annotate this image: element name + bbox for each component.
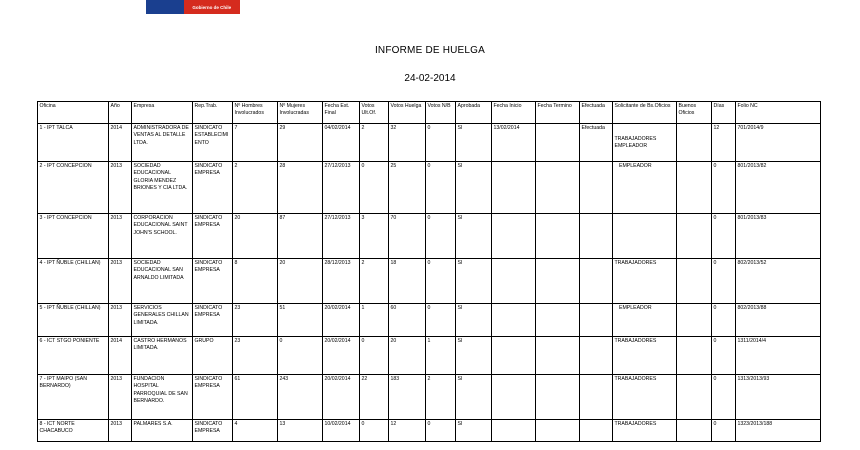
cell-folio: 802/2013/52 bbox=[736, 259, 821, 304]
cell-empresa: SOCIEDAD EDUCACIONAL SAN ARNALDO LIMITADA bbox=[132, 259, 193, 304]
cell-fecha-termino bbox=[536, 337, 580, 375]
col-header-fecha-inicio: Fecha Inicio bbox=[492, 102, 536, 124]
table-row bbox=[38, 124, 821, 162]
cell-fecha-inicio bbox=[492, 259, 536, 304]
cell-anio: 2013 bbox=[109, 214, 132, 259]
cell-votos-ult: 0 bbox=[360, 162, 389, 214]
cell-anio: 2013 bbox=[109, 162, 132, 214]
col-header-anio: Año bbox=[109, 102, 132, 124]
col-header-votos-huelga: Votos Huelga bbox=[389, 102, 426, 124]
cell-fecha-final: 10/02/2014 bbox=[323, 420, 360, 442]
cell-mujeres: 51 bbox=[278, 304, 323, 337]
cell-rep: SINDICATO EMPRESA bbox=[193, 304, 233, 337]
cell-dias: 0 bbox=[712, 304, 736, 337]
cell-solicitante: TRABAJADORES EMPLEADOR bbox=[613, 124, 677, 162]
cell-aprobada: SI bbox=[456, 375, 492, 420]
cell-fecha-final: 20/02/2014 bbox=[323, 304, 360, 337]
col-header-buenos-oficios: Buenos Oficios bbox=[677, 102, 712, 124]
cell-rep: SINDICATO EMPRESA bbox=[193, 259, 233, 304]
cell-folio: 701/2014/9 bbox=[736, 124, 821, 162]
col-header-empresa: Empresa bbox=[132, 102, 193, 124]
cell-fecha-termino bbox=[536, 259, 580, 304]
cell-votos-ult: 22 bbox=[360, 375, 389, 420]
cell-votos-huelga: 18 bbox=[389, 259, 426, 304]
cell-efectuada bbox=[580, 214, 613, 259]
cell-fecha-inicio: 13/02/2014 bbox=[492, 124, 536, 162]
cell-votos-ult: 2 bbox=[360, 124, 389, 162]
cell-dias: 0 bbox=[712, 214, 736, 259]
cell-votos-huelga: 60 bbox=[389, 304, 426, 337]
cell-buenos-oficios bbox=[677, 162, 712, 214]
cell-efectuada bbox=[580, 162, 613, 214]
cell-fecha-final: 20/02/2014 bbox=[323, 375, 360, 420]
cell-efectuada bbox=[580, 337, 613, 375]
cell-aprobada: SI bbox=[456, 214, 492, 259]
col-header-mujeres: Nº Mujeres Involucradas bbox=[278, 102, 323, 124]
cell-dias: 0 bbox=[712, 162, 736, 214]
cell-votos-nb: 0 bbox=[426, 162, 456, 214]
cell-hombres: 23 bbox=[233, 304, 278, 337]
table-row bbox=[38, 304, 821, 337]
cell-dias: 12 bbox=[712, 124, 736, 162]
strike-report-table bbox=[37, 101, 821, 442]
cell-solicitante: EMPLEADOR bbox=[613, 162, 677, 214]
cell-fecha-final: 27/12/2013 bbox=[323, 162, 360, 214]
cell-fecha-inicio bbox=[492, 304, 536, 337]
cell-efectuada: Efectuada bbox=[580, 124, 613, 162]
cell-votos-nb: 0 bbox=[426, 214, 456, 259]
cell-oficina: 8 - ICT NORTE CHACABUCO bbox=[38, 420, 109, 442]
cell-empresa: PALMARES S.A. bbox=[132, 420, 193, 442]
cell-empresa: FUNDACION HOSPITAL PARROQUIAL DE SAN BERNARDO. bbox=[132, 375, 193, 420]
cell-aprobada: SI bbox=[456, 162, 492, 214]
cell-rep: SINDICATO EMPRESA bbox=[193, 162, 233, 214]
cell-dias: 0 bbox=[712, 375, 736, 420]
cell-aprobada: SI bbox=[456, 259, 492, 304]
cell-efectuada bbox=[580, 259, 613, 304]
cell-hombres: 8 bbox=[233, 259, 278, 304]
cell-oficina: 1 - IPT TALCA bbox=[38, 124, 109, 162]
cell-votos-nb: 1 bbox=[426, 337, 456, 375]
cell-anio: 2013 bbox=[109, 304, 132, 337]
cell-aprobada: SI bbox=[456, 124, 492, 162]
cell-votos-ult: 0 bbox=[360, 420, 389, 442]
cell-efectuada bbox=[580, 420, 613, 442]
table-header-row bbox=[38, 102, 821, 124]
cell-anio: 2013 bbox=[109, 259, 132, 304]
cell-hombres: 61 bbox=[233, 375, 278, 420]
cell-votos-ult: 0 bbox=[360, 337, 389, 375]
cell-fecha-final: 20/02/2014 bbox=[323, 337, 360, 375]
table-row bbox=[38, 337, 821, 375]
cell-rep: SINDICATO ESTABLECIMIENTO bbox=[193, 124, 233, 162]
cell-folio: 1313/2013/93 bbox=[736, 375, 821, 420]
cell-hombres: 20 bbox=[233, 214, 278, 259]
logo-text: Gobierno de Chile bbox=[192, 5, 232, 10]
col-header-efectuada: Efectuada bbox=[580, 102, 613, 124]
cell-fecha-inicio bbox=[492, 162, 536, 214]
cell-oficina: 3 - IPT CONCEPCION bbox=[38, 214, 109, 259]
cell-solicitante: TRABAJADORES bbox=[613, 259, 677, 304]
logo-blue-block bbox=[146, 0, 184, 14]
report-date: 24-02-2014 bbox=[404, 73, 456, 84]
cell-fecha-termino bbox=[536, 420, 580, 442]
cell-solicitante: TRABAJADORES bbox=[613, 375, 677, 420]
table-body bbox=[38, 124, 821, 442]
cell-votos-nb: 0 bbox=[426, 124, 456, 162]
cell-votos-ult: 2 bbox=[360, 259, 389, 304]
cell-fecha-termino bbox=[536, 304, 580, 337]
cell-efectuada bbox=[580, 375, 613, 420]
table-row bbox=[38, 375, 821, 420]
cell-dias: 0 bbox=[712, 337, 736, 375]
cell-oficina: 5 - IPT ÑUBLE (CHILLAN) bbox=[38, 304, 109, 337]
cell-folio: 802/2013/88 bbox=[736, 304, 821, 337]
cell-mujeres: 0 bbox=[278, 337, 323, 375]
cell-empresa: CORPORACION EDUCACIONAL SAINT JOHN'S SCHOOL. bbox=[132, 214, 193, 259]
cell-fecha-final: 27/12/2013 bbox=[323, 214, 360, 259]
cell-buenos-oficios bbox=[677, 304, 712, 337]
cell-votos-huelga: 20 bbox=[389, 337, 426, 375]
table-row bbox=[38, 420, 821, 442]
col-header-hombres: Nº Hombres Involucrados bbox=[233, 102, 278, 124]
report-title: INFORME DE HUELGA bbox=[374, 45, 486, 56]
cell-fecha-final: 28/12/2013 bbox=[323, 259, 360, 304]
cell-oficina: 6 - ICT STGO PONIENTE bbox=[38, 337, 109, 375]
cell-hombres: 23 bbox=[233, 337, 278, 375]
cell-empresa: SOCIEDAD EDUCACIONAL GLORIA MENDEZ BRIONES Y CIA LTDA. bbox=[132, 162, 193, 214]
cell-fecha-inicio bbox=[492, 375, 536, 420]
cell-mujeres: 20 bbox=[278, 259, 323, 304]
cell-votos-huelga: 12 bbox=[389, 420, 426, 442]
cell-hombres: 7 bbox=[233, 124, 278, 162]
col-header-oficina: Oficina bbox=[38, 102, 109, 124]
cell-oficina: 4 - IPT ÑUBLE (CHILLAN) bbox=[38, 259, 109, 304]
col-header-votos-nb: Votos N/B bbox=[426, 102, 456, 124]
cell-votos-nb: 0 bbox=[426, 259, 456, 304]
cell-aprobada: SI bbox=[456, 304, 492, 337]
cell-votos-ult: 1 bbox=[360, 304, 389, 337]
cell-aprobada: SI bbox=[456, 337, 492, 375]
cell-fecha-inicio bbox=[492, 337, 536, 375]
col-header-votos-ult: Votos Ult.Of. bbox=[360, 102, 389, 124]
cell-votos-huelga: 25 bbox=[389, 162, 426, 214]
gobierno-de-chile-logo bbox=[146, 0, 240, 14]
col-header-rep-trab: Rep.Trab. bbox=[193, 102, 233, 124]
cell-hombres: 4 bbox=[233, 420, 278, 442]
cell-oficina: 7 - IPT MAIPO (SAN BERNARDO) bbox=[38, 375, 109, 420]
cell-buenos-oficios bbox=[677, 214, 712, 259]
cell-votos-nb: 2 bbox=[426, 375, 456, 420]
cell-votos-ult: 3 bbox=[360, 214, 389, 259]
cell-fecha-termino bbox=[536, 375, 580, 420]
cell-fecha-termino bbox=[536, 162, 580, 214]
col-header-dias: Días bbox=[712, 102, 736, 124]
col-header-solicitante: Solicitante de Bs.Oficios bbox=[613, 102, 677, 124]
cell-mujeres: 87 bbox=[278, 214, 323, 259]
cell-buenos-oficios bbox=[677, 259, 712, 304]
cell-folio: 1323/2013/188 bbox=[736, 420, 821, 442]
cell-buenos-oficios bbox=[677, 375, 712, 420]
cell-fecha-inicio bbox=[492, 214, 536, 259]
cell-anio: 2014 bbox=[109, 124, 132, 162]
cell-rep: SINDICATO EMPRESA bbox=[193, 375, 233, 420]
cell-folio: 1311/2014/4 bbox=[736, 337, 821, 375]
col-header-fecha-termino: Fecha Termino bbox=[536, 102, 580, 124]
cell-solicitante: EMPLEADOR bbox=[613, 304, 677, 337]
cell-dias: 0 bbox=[712, 420, 736, 442]
cell-solicitante: TRABAJADORES bbox=[613, 337, 677, 375]
cell-fecha-final: 04/02/2014 bbox=[323, 124, 360, 162]
cell-folio: 801/2013/83 bbox=[736, 214, 821, 259]
cell-fecha-inicio bbox=[492, 420, 536, 442]
cell-buenos-oficios bbox=[677, 337, 712, 375]
cell-anio: 2014 bbox=[109, 337, 132, 375]
col-header-fecha-final: Fecha Est. Final bbox=[323, 102, 360, 124]
cell-mujeres: 28 bbox=[278, 162, 323, 214]
cell-votos-nb: 0 bbox=[426, 420, 456, 442]
table-row bbox=[38, 259, 821, 304]
cell-mujeres: 13 bbox=[278, 420, 323, 442]
cell-rep: GRUPO bbox=[193, 337, 233, 375]
col-header-aprobada: Aprobada bbox=[456, 102, 492, 124]
cell-rep: SINDICATO EMPRESA bbox=[193, 214, 233, 259]
cell-votos-huelga: 183 bbox=[389, 375, 426, 420]
cell-votos-huelga: 32 bbox=[389, 124, 426, 162]
col-header-folio: Folio NC bbox=[736, 102, 821, 124]
cell-votos-nb: 0 bbox=[426, 304, 456, 337]
cell-folio: 801/2013/82 bbox=[736, 162, 821, 214]
cell-anio: 2013 bbox=[109, 420, 132, 442]
cell-solicitante: TRABAJADORES bbox=[613, 420, 677, 442]
cell-oficina: 2 - IPT CONCEPCION bbox=[38, 162, 109, 214]
cell-anio: 2013 bbox=[109, 375, 132, 420]
cell-empresa: CASTRO HERMANOS LIMITADA. bbox=[132, 337, 193, 375]
table-row bbox=[38, 162, 821, 214]
cell-solicitante bbox=[613, 214, 677, 259]
cell-efectuada bbox=[580, 304, 613, 337]
cell-rep: SINDICATO EMPRESA bbox=[193, 420, 233, 442]
cell-hombres: 2 bbox=[233, 162, 278, 214]
cell-mujeres: 243 bbox=[278, 375, 323, 420]
table-row bbox=[38, 214, 821, 259]
cell-empresa: SERVICIOS GENERALES CHILLAN LIMITADA. bbox=[132, 304, 193, 337]
cell-aprobada: SI bbox=[456, 420, 492, 442]
cell-buenos-oficios bbox=[677, 420, 712, 442]
cell-fecha-termino bbox=[536, 214, 580, 259]
cell-dias: 0 bbox=[712, 259, 736, 304]
cell-mujeres: 29 bbox=[278, 124, 323, 162]
cell-fecha-termino bbox=[536, 124, 580, 162]
cell-votos-huelga: 70 bbox=[389, 214, 426, 259]
cell-empresa: ADMINISTRADORA DE VENTAS AL DETALLE LTDA. bbox=[132, 124, 193, 162]
cell-buenos-oficios bbox=[677, 124, 712, 162]
